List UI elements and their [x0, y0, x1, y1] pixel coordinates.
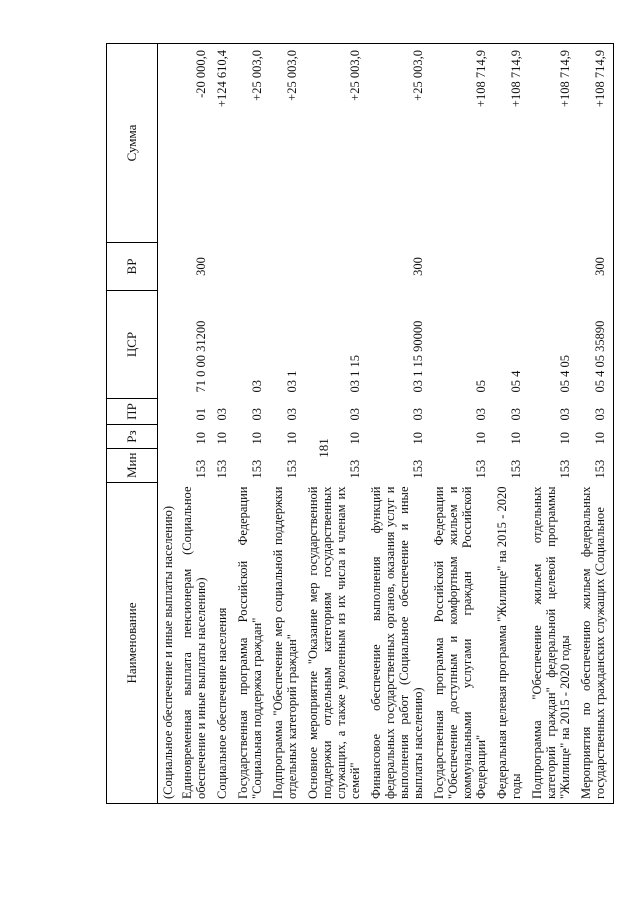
row-csr: 03 1 15 90000 [411, 320, 425, 393]
row-vr [431, 243, 494, 291]
table-row [158, 44, 180, 804]
row-pr: 03 [348, 408, 362, 421]
row-name: Финансовое обеспечение выполнения функций федеральных государственных органов, оказания услуг и выполнения работ (Социальное обеспечение и иные выплаты населению) [368, 483, 431, 804]
header-csr: ЦСР [107, 291, 158, 399]
row-vr [158, 243, 180, 291]
row-name: Подпрограмма "Обеспечение мер социальной поддержки отдельных категорий граждан" [270, 483, 305, 804]
row-sum: +25 003,0 [235, 44, 270, 243]
table-row [529, 44, 578, 804]
row-min: 153 [578, 449, 614, 483]
row-name: Государственная программа Российской Федерации "Обеспечение доступным и комфортным жильем и коммунальными услугами граждан Российской Федерации" [431, 483, 494, 804]
row-rz: 10 [558, 432, 572, 445]
row-csr: 05 4 05 [558, 355, 572, 393]
row-csr: 71 0 00 31200 [194, 320, 208, 393]
row-rz: 10 [411, 432, 425, 445]
row-name: Федеральная целевая программа "Жилище" на 2015 - 2020 годы [494, 483, 529, 804]
row-csr: 05 4 [509, 370, 523, 393]
row-csr [158, 291, 180, 399]
row-vr [214, 243, 235, 291]
header-sum: Сумма [107, 44, 158, 243]
row-csr: 03 [250, 380, 264, 393]
row-name: Единовременная выплата пенсионерам (Социальное обеспечение и иные выплаты населению) [179, 483, 214, 804]
row-sum: +108 714,9 [578, 44, 614, 243]
row-rz: 10 [215, 432, 229, 445]
row-rz: 10 [474, 432, 488, 445]
row-rz [158, 425, 180, 449]
table-row [179, 44, 214, 804]
row-min: 153 [558, 459, 572, 479]
row-csr [214, 291, 235, 399]
table-row [214, 44, 235, 804]
row-min: 153 [285, 459, 299, 479]
row-min [158, 449, 180, 483]
row-vr [235, 243, 270, 291]
row-pr [158, 399, 180, 425]
row-rz: 10 [194, 432, 208, 445]
row-sum: +108 714,9 [529, 44, 578, 243]
row-min: 153 [250, 459, 264, 479]
row-pr: 03 [285, 408, 299, 421]
row-name: (Социальное обеспечение и иные выплаты населению) [158, 483, 180, 804]
header-pr: ПР [107, 399, 158, 425]
row-pr: 01 [194, 408, 208, 421]
row-sum [158, 44, 180, 243]
row-sum: +108 714,9 [494, 44, 529, 243]
row-name: Основное мероприятие "Оказание мер государственной поддержки отдельным категориям государственных служащих, а также уволенным из их числа и членам их семей" [305, 483, 368, 804]
row-sum: +25 003,0 [305, 44, 368, 243]
row-sum: -20 000,0 [179, 44, 214, 243]
row-sum: +25 003,0 [270, 44, 305, 243]
row-pr: 03 [215, 408, 229, 421]
table-row [578, 44, 614, 804]
row-rz: 10 [250, 432, 264, 445]
row-pr: 03 [509, 408, 523, 421]
row-pr: 03 [474, 408, 488, 421]
row-vr: 300 [194, 257, 208, 276]
table-row [305, 44, 368, 804]
page-number: 181 [316, 438, 331, 458]
row-name: Государственная программа Российской Федерации "Социальная поддержка граждан" [235, 483, 270, 804]
row-vr [305, 243, 368, 291]
table-row [235, 44, 270, 804]
row-name: Подпрограмма "Обеспечение жильем отдельных категорий граждан" федеральной целевой программы "Жилище" на 2015 - 2020 годы [529, 483, 578, 804]
row-csr: 05 [474, 380, 488, 393]
budget-table-container [106, 44, 620, 804]
row-min: 153 [348, 459, 362, 479]
row-pr: 03 [250, 408, 264, 421]
row-rz: 10 [348, 432, 362, 445]
header-name: Наименование [107, 483, 158, 804]
row-csr: 03 1 [285, 370, 299, 393]
table-body [158, 44, 614, 804]
row-min: 153 [215, 459, 229, 479]
table-row [431, 44, 494, 804]
row-pr: 03 [558, 408, 572, 421]
row-csr: 05 4 05 35890 [578, 291, 614, 399]
table-header-row [107, 44, 158, 804]
row-rz: 10 [509, 432, 523, 445]
row-rz: 10 [285, 432, 299, 445]
row-name: Социальное обеспечение населения [214, 483, 235, 804]
row-vr [270, 243, 305, 291]
row-min: 153 [509, 459, 523, 479]
row-sum: +25 003,0 [368, 44, 431, 243]
row-sum: +108 714,9 [431, 44, 494, 243]
header-vr: ВР [107, 243, 158, 291]
row-min: 153 [474, 459, 488, 479]
row-sum: +124 610,4 [214, 44, 235, 243]
header-min: Мин [107, 449, 158, 483]
table-row [270, 44, 305, 804]
row-name: Мероприятия по обеспечению жильем федеральных государственных гражданских служащих (Социальное [578, 483, 614, 804]
row-pr: 03 [411, 408, 425, 421]
row-vr: 300 [578, 243, 614, 291]
row-min: 153 [411, 459, 425, 479]
row-vr [529, 243, 578, 291]
table-row [494, 44, 529, 804]
table-row [368, 44, 431, 804]
row-csr: 03 1 15 [348, 355, 362, 393]
budget-table [106, 43, 614, 804]
row-min: 153 [194, 459, 208, 479]
row-pr: 03 [578, 399, 614, 425]
row-vr [494, 243, 529, 291]
row-vr: 300 [411, 257, 425, 276]
row-rz: 10 [578, 425, 614, 449]
header-rz: Рз [107, 425, 158, 449]
